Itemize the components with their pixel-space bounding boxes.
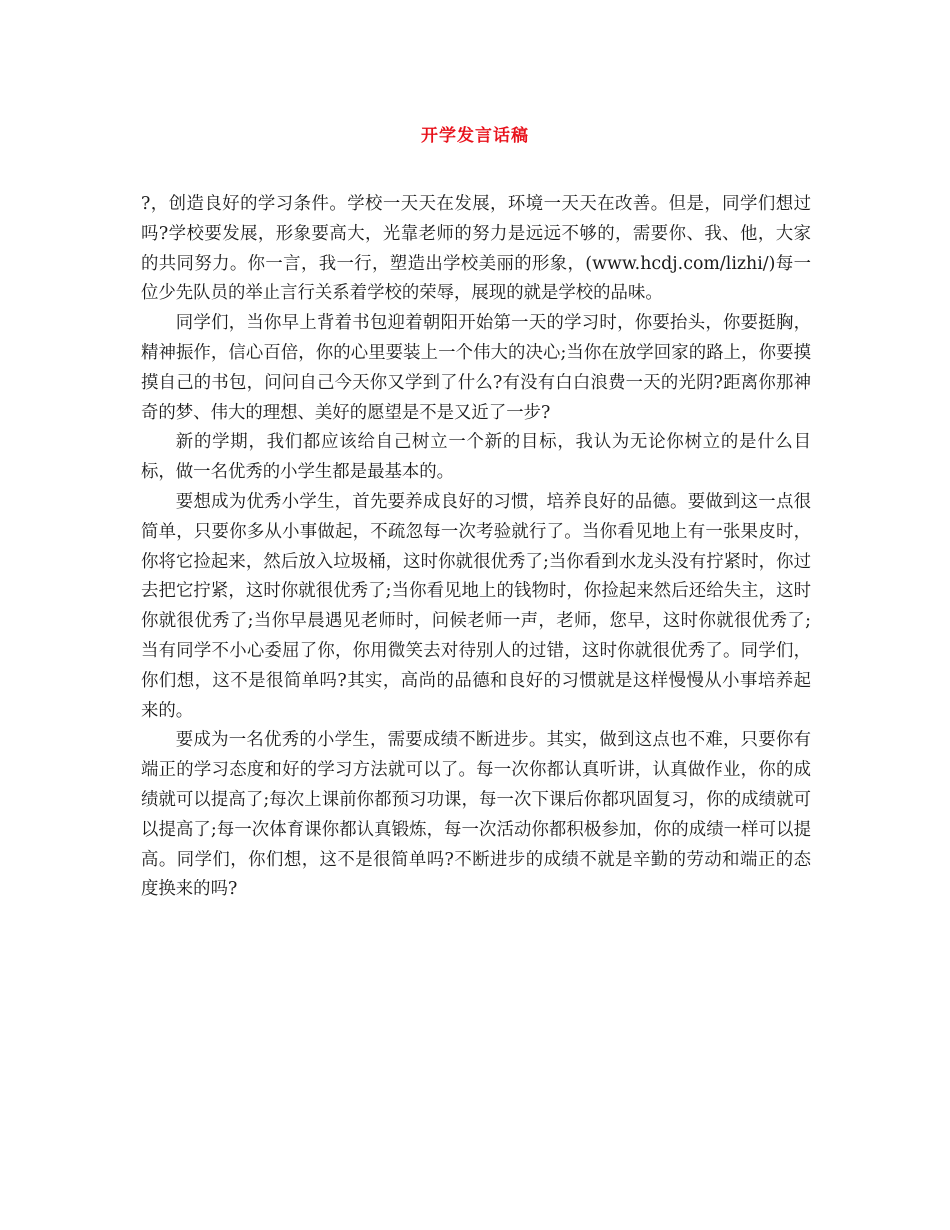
document-body — [141, 190, 811, 905]
paragraph-2: 同学们，当你早上背着书包迎着朝阳开始第一天的学习时，你要抬头，你要挺胸，精神振作，信心百倍，你的心里要装上一个伟大的决心;当你在放学回家的路上，你要摸摸自己的书包，问问自己今天你又学到了什么?有没有白白浪费一天的光阴?距离你那神奇的梦、伟大的理想、美好的愿望是不是又近了一步? — [141, 313, 811, 423]
paragraph-5: 要成为一名优秀的小学生，需要成绩不断进步。其实，做到这点也不难，只要你有端正的学习态度和好的学习方法就可以了。每一次你都认真听讲，认真做作业，你的成绩就可以提高了;每次上课前你都预习功课，每一次下课后你都巩固复习，你的成绩就可以提高了;每一次体育课你都认真锻炼，每一次活动你都积极参加，你的成绩一样可以提高。同学们，你们想，这不是很简单吗?不断进步的成绩不就是辛勤的劳动和端正的态度换来的吗? — [141, 730, 811, 900]
paragraph-4: 要想成为优秀小学生，首先要养成良好的习惯，培养良好的品德。要做到这一点很简单，只要你多从小事做起，不疏忽每一次考验就行了。当你看见地上有一张果皮时，你将它捡起来，然后放入垃圾桶，这时你就很优秀了;当你看到水龙头没有拧紧时，你过去把它拧紧，这时你就很优秀了;当你看见地上的钱物时，你捡起来然后还给失主，这时你就很优秀了;当你早晨遇见老师时，问候老师一声，老师，您早，这时你就很优秀了;当有同学不小心委屈了你，你用微笑去对待别人的过错，这时你就很优秀了。同学们，你们想，这不是很简单吗?其实，高尚的品德和良好的习惯就是这样慢慢从小事培养起来的。 — [141, 491, 811, 721]
page-title: 开学发言话稿 — [421, 126, 529, 146]
paragraph-3: 新的学期，我们都应该给自己树立一个新的目标，我认为无论你树立的是什么目标，做一名优秀的小学生都是最基本的。 — [141, 432, 811, 483]
paragraph-1: ?，创造良好的学习条件。学校一天天在发展，环境一天天在改善。但是，同学们想过吗?学校要发展，形象要高大，光靠老师的努力是远远不够的，需要你、我、他，大家的共同努力。你一言，我一行，塑造出学校美丽的形象，(www.hcdj.com/lizhi/)每一位少先队员的举止言行关系着学校的荣辱，展现的就是学校的品味。 — [141, 194, 811, 304]
